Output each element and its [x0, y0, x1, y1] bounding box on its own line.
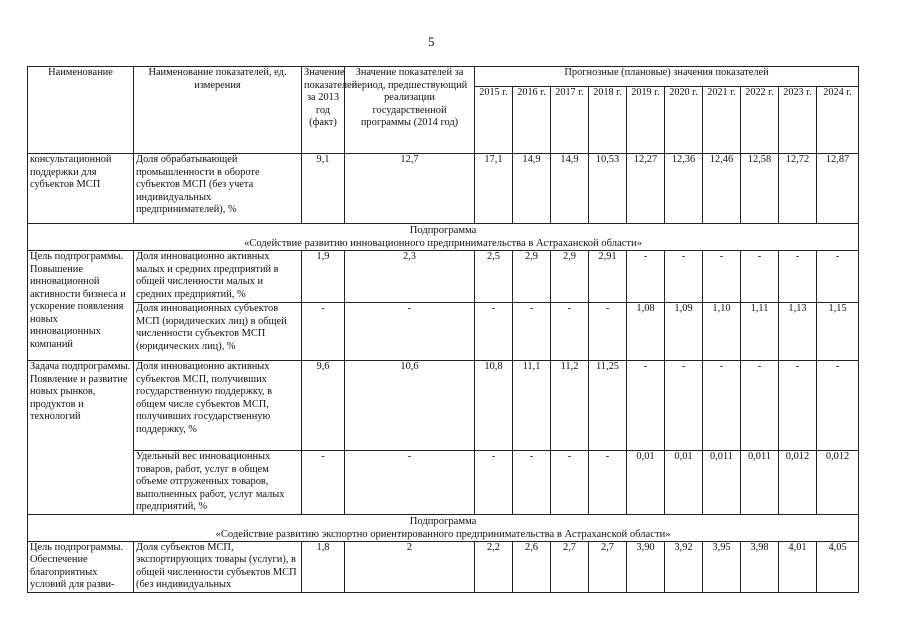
row-name: Цель подпрограммы. Повышение инновационной активности бизнеса и ускорение появления новых инновационных компаний: [28, 251, 134, 361]
row-value: 0,011: [741, 451, 779, 515]
row-value: -: [741, 361, 779, 451]
section-title: [28, 224, 859, 251]
table-row: [28, 361, 859, 451]
row-value-2013: -: [302, 303, 345, 361]
row-name: Цель подпрограммы. Обеспечение благоприятных условий для разви-: [28, 541, 134, 592]
section-line2: «Содействие развитию экспортно ориентированного предпринимательства в Астраханской области»: [215, 528, 671, 540]
header-row: [28, 67, 859, 87]
row-indicator: Доля инновационно активных субъектов МСП, получивших государственную поддержку, в общем числе субъектов МСП, получивших государственную поддержку, %: [134, 361, 302, 451]
row-indicator: Удельный вес инновационных товаров, работ, услуг в общем объеме отгруженных товаров, выполненных работ, услуг малых предприятий, %: [134, 451, 302, 515]
header-name: Наименование: [28, 67, 134, 154]
row-indicator: Доля инновационных субъектов МСП (юридических лиц) в общей численности субъектов МСП (юридических лиц), %: [134, 303, 302, 361]
row-value: -: [703, 251, 741, 303]
year-header: 2019 г.: [627, 87, 665, 154]
row-value-2014: 2,3: [345, 251, 475, 303]
year-header: 2023 г.: [779, 87, 817, 154]
section-title: [28, 514, 859, 541]
row-value: 1,15: [817, 303, 859, 361]
year-header: 2018 г.: [589, 87, 627, 154]
table-row: [28, 251, 859, 303]
section-line1: Подпрограмма: [409, 225, 477, 236]
year-header: 2021 г.: [703, 87, 741, 154]
year-header: 2020 г.: [665, 87, 703, 154]
page-number: 5: [428, 34, 435, 49]
row-value: 2,2: [475, 541, 513, 592]
table-row: [28, 541, 859, 592]
row-value: -: [551, 303, 589, 361]
row-value: -: [817, 251, 859, 303]
row-value: 11,2: [551, 361, 589, 451]
row-value: 1,11: [741, 303, 779, 361]
row-value-2014: -: [345, 303, 475, 361]
table-row: [28, 303, 859, 361]
row-value: 1,13: [779, 303, 817, 361]
header-value-2013: Значение показателей за 2013 год (факт): [302, 67, 345, 154]
row-value: 2,5: [475, 251, 513, 303]
row-value: 2,9: [513, 251, 551, 303]
row-value: 2,7: [551, 541, 589, 592]
row-value-2013: 1,9: [302, 251, 345, 303]
row-value: 2,6: [513, 541, 551, 592]
row-value: -: [779, 251, 817, 303]
year-header: 2015 г.: [475, 87, 513, 154]
row-name: консультационной поддержки для субъектов МСП: [28, 154, 134, 224]
year-header: 2022 г.: [741, 87, 779, 154]
row-value: 0,01: [665, 451, 703, 515]
indicators-table: [27, 66, 859, 593]
row-value-2013: 9,6: [302, 361, 345, 451]
row-value: 0,012: [817, 451, 859, 515]
row-value: 12,58: [741, 154, 779, 224]
row-value-2013: -: [302, 451, 345, 515]
row-value-2014: 2: [345, 541, 475, 592]
row-value: -: [513, 451, 551, 515]
row-value: 2,7: [589, 541, 627, 592]
row-value-2014: -: [345, 451, 475, 515]
row-value-2014: 12,7: [345, 154, 475, 224]
row-value: 12,87: [817, 154, 859, 224]
row-value: 4,05: [817, 541, 859, 592]
row-value: 3,90: [627, 541, 665, 592]
row-value: 12,72: [779, 154, 817, 224]
row-value: 17,1: [475, 154, 513, 224]
row-value: 0,01: [627, 451, 665, 515]
row-value: -: [627, 251, 665, 303]
row-value: 12,46: [703, 154, 741, 224]
year-header: 2024 г.: [817, 87, 859, 154]
row-value: -: [551, 451, 589, 515]
header-forecast: Прогнозные (плановые) значения показателей: [475, 67, 859, 87]
row-value: 10,53: [589, 154, 627, 224]
table-row: [28, 154, 859, 224]
header-indicator: Наименование показателей, ед. измерения: [134, 67, 302, 154]
row-value-2014: 10,6: [345, 361, 475, 451]
row-value: -: [741, 251, 779, 303]
row-value: 4,01: [779, 541, 817, 592]
row-indicator: Доля обрабатывающей промышленности в обороте субъектов МСП (без учета индивидуальных предпринимателей), %: [134, 154, 302, 224]
row-value: 1,08: [627, 303, 665, 361]
year-header: 2017 г.: [551, 87, 589, 154]
section-row: [28, 514, 859, 541]
table-row: [28, 451, 859, 515]
row-value: -: [665, 361, 703, 451]
row-value: -: [817, 361, 859, 451]
row-value: 0,012: [779, 451, 817, 515]
row-value: -: [627, 361, 665, 451]
row-value: -: [475, 303, 513, 361]
header-previous-period: Значение показателей за период, предшествующий реализации государственной программы (2014 год): [345, 67, 475, 154]
row-name: Задача подпрограммы. Появление и развитие новых рынков, продуктов и технологий: [28, 361, 134, 515]
row-value: 14,9: [513, 154, 551, 224]
row-value: 3,92: [665, 541, 703, 592]
row-indicator: Доля субъектов МСП, экспортирующих товары (услуги), в общей численности субъектов МСП (без индивидуальных: [134, 541, 302, 592]
row-value: 1,09: [665, 303, 703, 361]
year-header: 2016 г.: [513, 87, 551, 154]
row-value: -: [665, 251, 703, 303]
row-value: -: [779, 361, 817, 451]
row-value-2013: 9,1: [302, 154, 345, 224]
row-value: 11,1: [513, 361, 551, 451]
row-value: 12,27: [627, 154, 665, 224]
row-value: 1,10: [703, 303, 741, 361]
row-indicator: Доля инновационно активных малых и средних предприятий в общей численности малых и средних предприятий, %: [134, 251, 302, 303]
row-value: 0,011: [703, 451, 741, 515]
section-line1: Подпрограмма: [409, 515, 477, 527]
row-value: -: [513, 303, 551, 361]
section-row: [28, 224, 859, 251]
row-value-2013: 1,8: [302, 541, 345, 592]
row-value: -: [589, 451, 627, 515]
row-value: 12,36: [665, 154, 703, 224]
row-value: 2,9: [551, 251, 589, 303]
row-value: 11,25: [589, 361, 627, 451]
row-value: 14,9: [551, 154, 589, 224]
row-value: 10,8: [475, 361, 513, 451]
section-line2: «Содействие развитию инновационного предпринимательства в Астраханской области»: [244, 238, 643, 249]
row-value: 3,95: [703, 541, 741, 592]
row-value: -: [475, 451, 513, 515]
row-value: 2,91: [589, 251, 627, 303]
row-value: -: [703, 361, 741, 451]
row-value: -: [589, 303, 627, 361]
row-value: 3,98: [741, 541, 779, 592]
